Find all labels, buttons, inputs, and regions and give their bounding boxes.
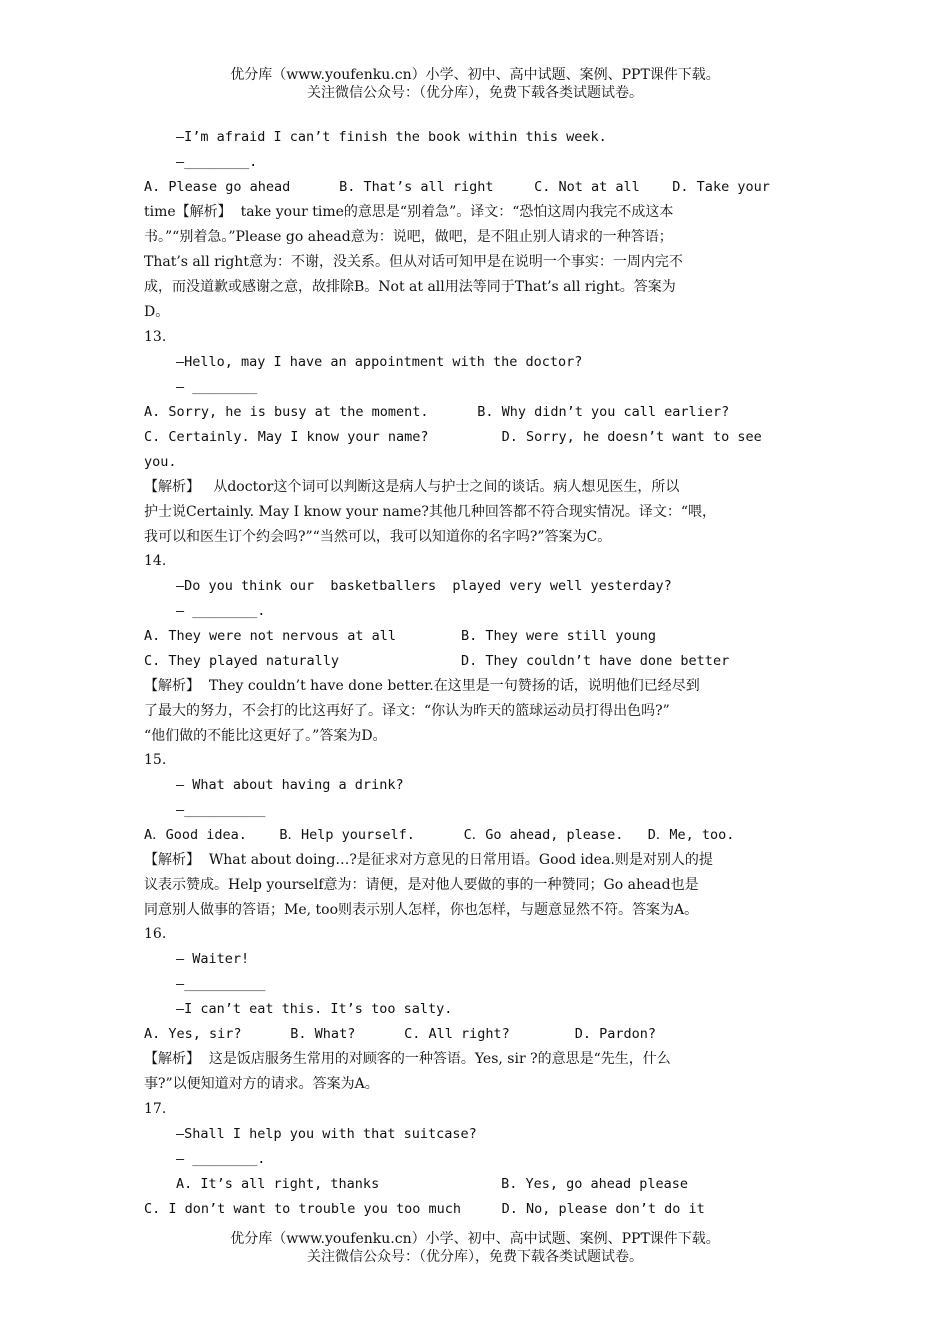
q13-explanation-2: 护士说Certainly. May I know your name?其他几种回答都不符合现实情况。译文：“喂， <box>144 504 717 520</box>
q16-dialogue-1: — Waiter! <box>176 951 250 967</box>
q16-dialogue-3: —I can’t eat this. It’s too salty. <box>176 1001 453 1017</box>
q12-dialogue-2: —________. <box>176 154 258 170</box>
q13-dialogue-2: — ________ <box>176 379 258 395</box>
header-line-2: 关注微信公众号：（优分库），免费下载各类试题试卷。 <box>307 85 643 101</box>
q14-options-1: A. They were not nervous at all B. They were still young <box>144 628 657 644</box>
q12-explanation-3: That’s all right意为：不谢，没关系。但从对话可知甲是在说明一个事实：一周内完不 <box>144 254 683 270</box>
q16-explanation-2: 事?”以便知道对方的请求。答案为A。 <box>144 1076 379 1092</box>
q15-options: A．Good idea. B．Help yourself. C．Go ahead, please. D．Me, too. <box>144 827 735 843</box>
q13-explanation-3: 我可以和医生订个约会吗?”“当然可以，我可以知道你的名字吗?”答案为C。 <box>144 529 612 545</box>
q17-number: 17. <box>144 1101 167 1117</box>
q14-options-2: C. They played naturally D. They couldn’t have done better <box>144 653 730 669</box>
q13-explanation-1: 【解析】 从doctor这个词可以判断这是病人与护士之间的谈话。病人想见医生，所以 <box>144 479 680 495</box>
q15-number: 15. <box>144 752 167 768</box>
q15-explanation-3: 同意别人做事的答语；Me, too则表示别人怎样，你也怎样，与题意显然不符。答案为A。 <box>144 902 699 918</box>
q17-options-1: A. It’s all right, thanks B. Yes, go ahead please <box>176 1176 689 1192</box>
q12-options: A. Please go ahead B. That’s all right C. Not at all D. Take your <box>144 179 770 195</box>
header-line-1: 优分库（www.youfenku.cn）小学、初中、高中试题、案例、PPT课件下载。 <box>230 67 720 83</box>
page-header <box>0 66 950 102</box>
q14-dialogue-2: — ________. <box>176 603 266 619</box>
q13-options-3: you. <box>144 454 177 470</box>
q17-options-2: C. I don’t want to trouble you too much D. No, please don’t do it <box>144 1201 705 1217</box>
q15-dialogue-2: —__________ <box>176 802 266 818</box>
q16-number: 16. <box>144 926 167 942</box>
footer-line-2: 关注微信公众号：（优分库），免费下载各类试题试卷。 <box>307 1249 643 1265</box>
q13-options-2: C. Certainly. May I know your name? D. Sorry, he doesn’t want to see <box>144 429 762 445</box>
q15-explanation-2: 议表示赞成。Help yourself意为：请便，是对他人要做的事的一种赞同；Go ahead也是 <box>144 877 699 893</box>
q16-options: A. Yes, sir? B. What? C. All right? D. Pardon? <box>144 1026 657 1042</box>
q17-dialogue-1: —Shall I help you with that suitcase? <box>176 1126 477 1142</box>
q12-dialogue-1: —I’m afraid I can’t finish the book within this week. <box>176 129 607 145</box>
q13-dialogue-1: —Hello, may I have an appointment with the doctor? <box>176 354 583 370</box>
q12-explanation-1: time【解析】 take your time的意思是“别着急”。译文：“恐怕这周内我完不成这本 <box>144 204 674 220</box>
q16-explanation-1: 【解析】 这是饭店服务生常用的对顾客的一种答语。Yes, sir ?的意思是“先生，什么 <box>144 1051 671 1067</box>
q14-number: 14. <box>144 553 167 569</box>
q14-dialogue-1: —Do you think our basketballers played very well yesterday? <box>176 578 672 594</box>
q16-dialogue-2: —__________ <box>176 976 266 992</box>
footer-line-1: 优分库（www.youfenku.cn）小学、初中、高中试题、案例、PPT课件下载。 <box>230 1231 720 1247</box>
q15-dialogue-1: — What about having a drink? <box>176 777 404 793</box>
q13-number: 13. <box>144 329 167 345</box>
q17-dialogue-2: — ________. <box>176 1151 266 1167</box>
q15-explanation-1: 【解析】 What about doing…?是征求对方意见的日常用语。Good idea.则是对别人的提 <box>144 852 713 868</box>
q12-explanation-4: 成，而没道歉或感谢之意，故排除B。Not at all用法等同于That’s all right。答案为 <box>144 279 676 295</box>
q12-explanation-2: 书。”“别着急。”Please go ahead意为：说吧，做吧，是不阻止别人请求的一种答语； <box>144 229 673 245</box>
q14-explanation-3: “他们做的不能比这更好了。”答案为D。 <box>144 728 387 744</box>
q12-explanation-5: D。 <box>144 304 170 320</box>
q14-explanation-2: 了最大的努力，不会打的比这再好了。译文：“你认为昨天的篮球运动员打得出色吗?” <box>144 703 670 719</box>
q14-explanation-1: 【解析】 They couldn’t have done better.在这里是一句赞扬的话，说明他们已经尽到 <box>144 678 700 694</box>
page-footer <box>0 1230 950 1266</box>
q13-options-1: A. Sorry, he is busy at the moment. B. Why didn’t you call earlier? <box>144 404 730 420</box>
